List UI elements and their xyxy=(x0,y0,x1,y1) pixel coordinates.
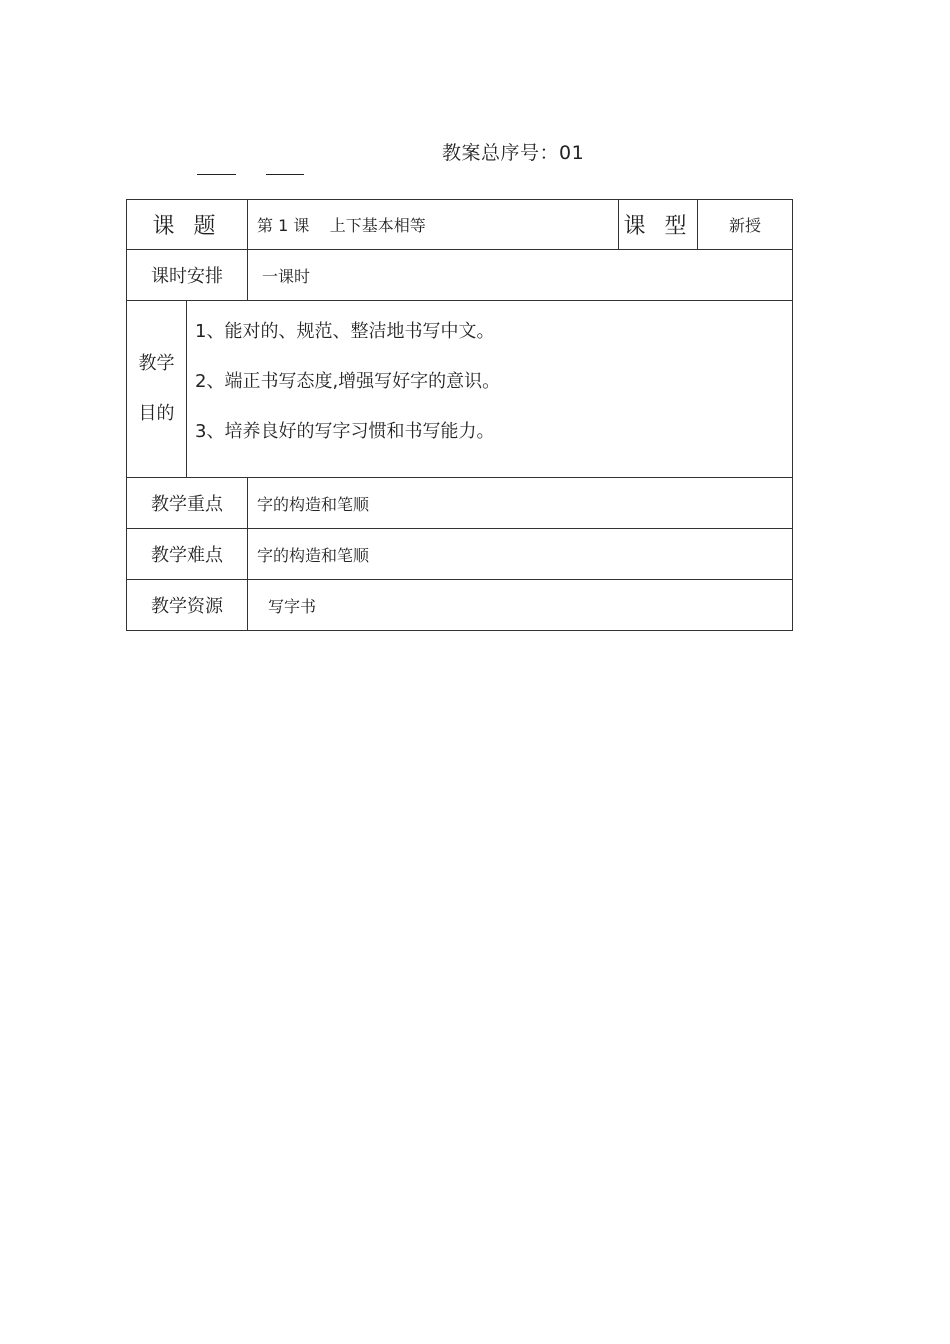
goals-label-line1: 教学 xyxy=(138,353,175,374)
lesson-plan-table xyxy=(126,199,793,631)
row-goals xyxy=(127,301,793,478)
row-schedule xyxy=(127,250,793,301)
goals-label xyxy=(127,301,187,478)
row-key-points xyxy=(127,478,793,529)
blank-line xyxy=(197,174,236,175)
type-label: 课 型 xyxy=(619,200,698,250)
schedule-value: 一课时 xyxy=(248,250,793,301)
type-value: 新授 xyxy=(698,200,793,250)
schedule-label: 课时安排 xyxy=(127,250,248,301)
goals-list xyxy=(187,301,793,478)
topic-label: 课 题 xyxy=(127,200,248,250)
resources-value: 写字书 xyxy=(248,580,793,631)
resources-label: 教学资源 xyxy=(127,580,248,631)
lesson-serial-number: 教案总序号：01 xyxy=(442,142,585,164)
goal-item: 3、培养良好的写字习惯和书写能力。 xyxy=(195,421,495,442)
goal-item: 2、端正书写态度,增强写好字的意识。 xyxy=(195,371,501,392)
row-topic xyxy=(127,200,793,250)
difficulty-label: 教学难点 xyxy=(127,529,248,580)
goal-item: 1、能对的、规范、整洁地书写中文。 xyxy=(195,321,495,342)
row-resources xyxy=(127,580,793,631)
goals-label-line2: 目的 xyxy=(138,403,175,424)
blank-line xyxy=(266,174,304,175)
row-difficulty xyxy=(127,529,793,580)
difficulty-value: 字的构造和笔顺 xyxy=(248,529,793,580)
key-points-label: 教学重点 xyxy=(127,478,248,529)
key-points-value: 字的构造和笔顺 xyxy=(248,478,793,529)
topic-value: 第 1 课 上下基本相等 xyxy=(248,200,619,250)
